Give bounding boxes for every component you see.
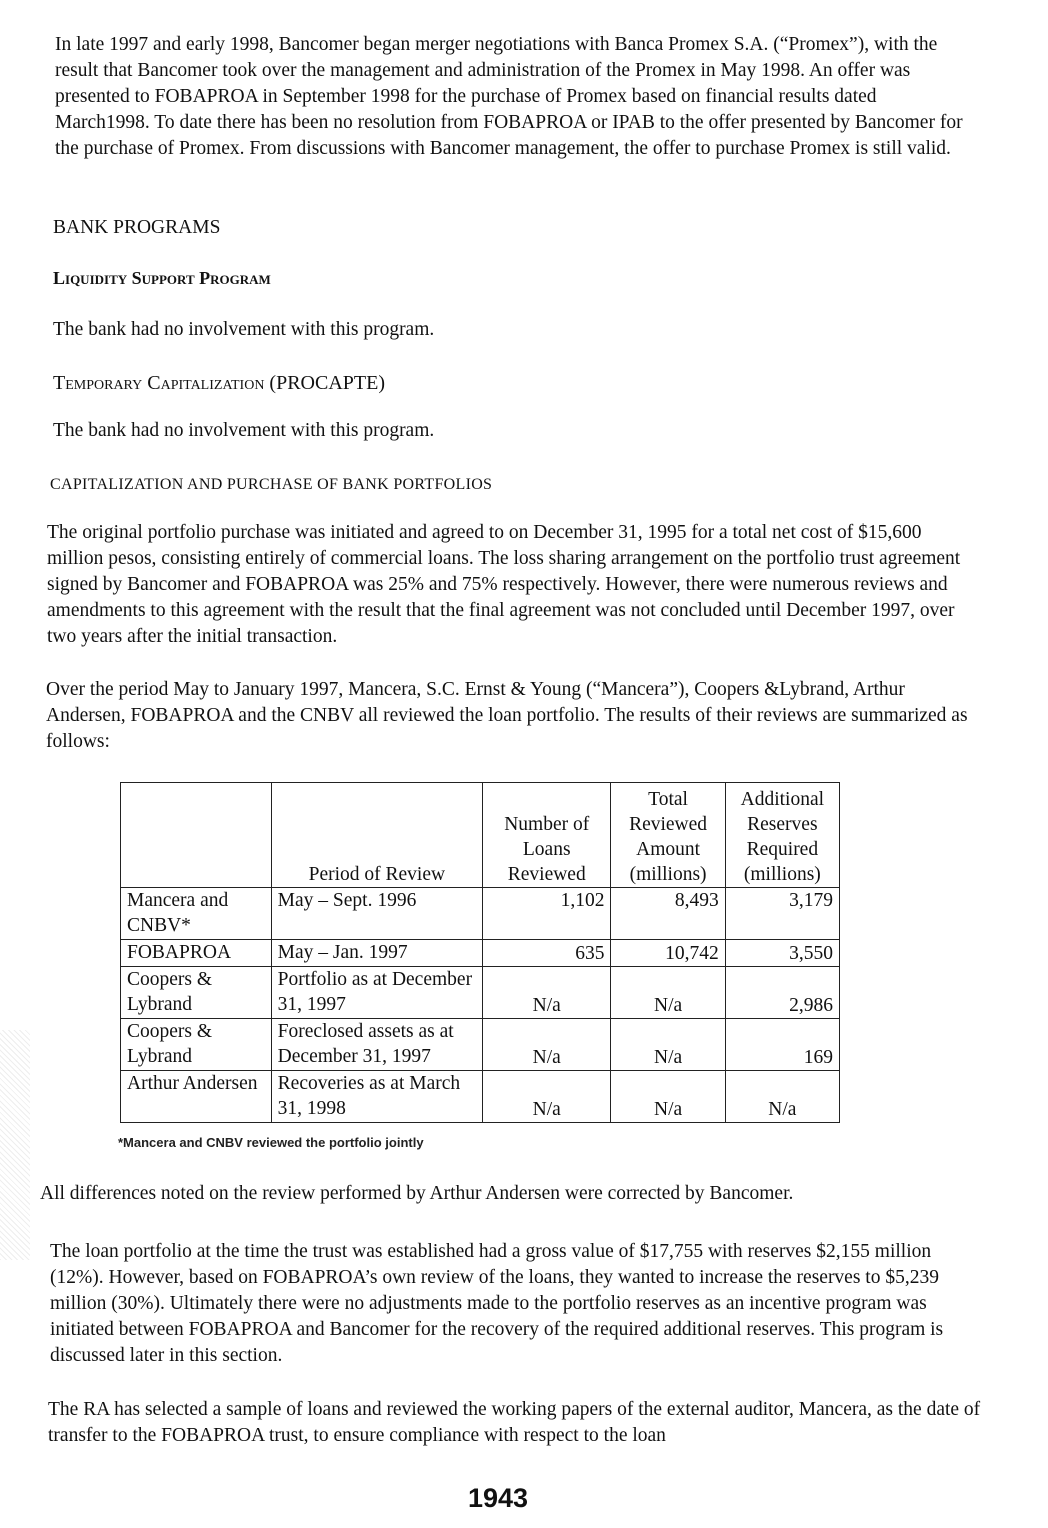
scan-artifact — [0, 1030, 30, 1260]
cell-additional: 2,986 — [725, 967, 839, 1019]
cell-period: May – Sept. 1996 — [271, 888, 482, 940]
table-row — [121, 1019, 840, 1071]
cell-period: Recoveries as at March 31, 1998 — [271, 1071, 482, 1123]
cell-reviewer: Arthur Andersen — [121, 1071, 272, 1123]
paragraph-loan-portfolio: The loan portfolio at the time the trust was established had a gross value of $17,755 with reserves $2,155 million (12%). However, based on FOBAPROA’s own review of the loans, they wanted to increase the reserves to $5,239 million (30%). Ultimately there were no adjustments made to the portfolio reserves as an incentive program was initiated between FOBAPROA and Bancomer for the recovery of the required additional reserves. This program is discussed later in this section. — [50, 1241, 944, 1366]
table-header-row — [121, 783, 840, 888]
cell-total: N/a — [611, 1071, 725, 1123]
paragraph-liquidity: The bank had no involvement with this program. — [53, 319, 435, 340]
page-number: 1943 — [468, 1483, 529, 1513]
cell-additional: N/a — [725, 1071, 839, 1123]
review-table — [120, 782, 840, 1123]
heading-procapte: Temporary Capitalization (PROCAPTE) — [53, 372, 386, 394]
cell-number: N/a — [483, 967, 611, 1019]
cell-period: Foreclosed assets as at December 31, 1997 — [271, 1019, 482, 1071]
header-total: Total Reviewed Amount (millions) — [611, 783, 725, 888]
cell-reviewer: Mancera and CNBV* — [121, 888, 272, 940]
paragraph-procapte: The bank had no involvement with this program. — [53, 420, 435, 441]
cell-reviewer: FOBAPROA — [121, 940, 272, 967]
cell-total: 8,493 — [611, 888, 725, 940]
cell-total: N/a — [611, 1019, 725, 1071]
cell-number: 635 — [483, 940, 611, 967]
paragraph-portfolio-purchase: The original portfolio purchase was initiated and agreed to on December 31, 1995 for a total net cost of $15,600 million pesos, consisting entirely of commercial loans. The loss sharing arrangement on the portfolio trust agreement signed by Bancomer and FOBAPROA was 25% and 75% respectively. However, there were numerous reviews and amendments to this agreement with the result that the final agreement was not concluded until December 1997, over two years after the initial transaction. — [47, 522, 961, 647]
cell-reviewer: Coopers & Lybrand — [121, 967, 272, 1019]
header-number: Number of Loans Reviewed — [483, 783, 611, 888]
header-additional: Additional Reserves Required (millions) — [725, 783, 839, 888]
table-row — [121, 888, 840, 940]
table-row — [121, 967, 840, 1019]
cell-total: 10,742 — [611, 940, 725, 967]
heading-bank-programs: BANK PROGRAMS — [53, 217, 221, 238]
cell-additional: 169 — [725, 1019, 839, 1071]
paragraph-sample: The RA has selected a sample of loans and reviewed the working papers of the external auditor, Mancera, as the date of transfer to the FOBAPROA trust, to ensure compliance with respect to the loan — [48, 1399, 981, 1446]
cell-additional: 3,179 — [725, 888, 839, 940]
cell-total: N/a — [611, 967, 725, 1019]
cell-reviewer: Coopers & Lybrand — [121, 1019, 272, 1071]
heading-liquidity-support: Liquidity Support Program — [53, 268, 271, 288]
header-period: Period of Review — [271, 783, 482, 888]
table-row — [121, 1071, 840, 1123]
table-row — [121, 940, 840, 967]
header-reviewer — [121, 783, 272, 888]
heading-capitalization: CAPITALIZATION AND PURCHASE OF BANK PORTFOLIOS — [50, 476, 493, 493]
cell-number: N/a — [483, 1019, 611, 1071]
paragraph-promex: In late 1997 and early 1998, Bancomer began merger negotiations with Banca Promex S.A. (“Promex”), with the result that Bancomer took over the management and administration of the Promex in May 1998. An offer was presented to FOBAPROA in September 1998 for the purchase of Promex based on financial results dated March1998. To date there has been no resolution from FOBAPROA or IPAB to the offer presented by Bancomer for the purchase of Promex. From discussions with Bancomer management, the offer to purchase Promex is still valid. — [55, 34, 963, 159]
paragraph-differences: All differences noted on the review performed by Arthur Andersen were corrected by Bancomer. — [40, 1183, 794, 1204]
cell-period: May – Jan. 1997 — [271, 940, 482, 967]
cell-number: 1,102 — [483, 888, 611, 940]
cell-period: Portfolio as at December 31, 1997 — [271, 967, 482, 1019]
cell-number: N/a — [483, 1071, 611, 1123]
paragraph-reviews: Over the period May to January 1997, Mancera, S.C. Ernst & Young (“Mancera”), Coopers &Lybrand, Arthur Andersen, FOBAPROA and the CNBV all reviewed the loan portfolio. The results of their reviews are summarized as follows: — [46, 679, 968, 752]
table-footnote: *Mancera and CNBV reviewed the portfolio jointly — [118, 1135, 424, 1150]
cell-additional: 3,550 — [725, 940, 839, 967]
